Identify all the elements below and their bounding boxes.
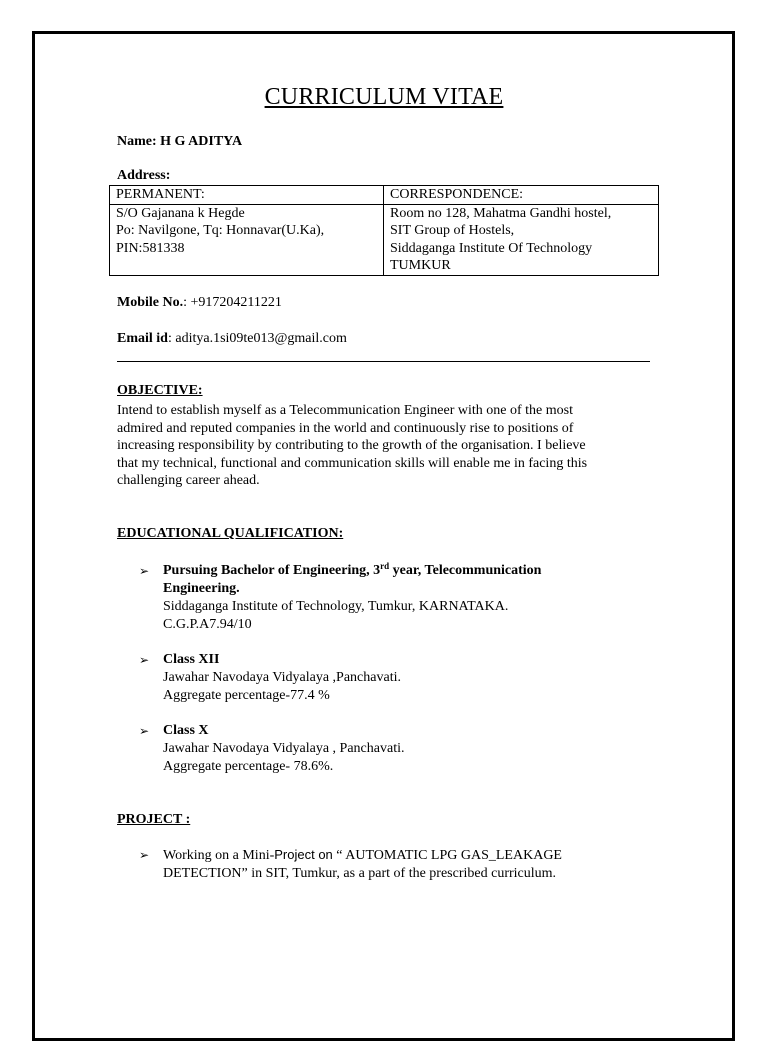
objective-line: Intend to establish myself as a Telecommunication Engineer with one of the most	[117, 403, 573, 418]
bullet-icon: ➢	[139, 653, 150, 667]
address-body-row	[110, 204, 659, 275]
name-value: H G ADITYA	[160, 134, 243, 149]
mobile-line	[117, 294, 282, 312]
education-item-detail: Siddaganga Institute of Technology, Tumkur, KARNATAKA.	[163, 599, 509, 614]
objective-line: that my technical, functional and communication skills will enable me in facing this	[117, 455, 588, 471]
correspondence-line: Room no 128, Mahatma Gandhi hostel,	[390, 205, 612, 221]
objective-paragraph	[117, 402, 653, 490]
bullet-icon: ➢	[139, 848, 150, 862]
correspondence-header: CORRESPONDENCE:	[384, 186, 659, 205]
email-value: : aditya.1si09te013@gmail.com	[167, 331, 347, 346]
mobile-label: Mobile No.	[117, 295, 184, 310]
bullet-icon: ➢	[139, 724, 150, 738]
name-line	[117, 133, 242, 151]
correspondence-address	[384, 204, 659, 275]
objective-line: admired and reputed companies in the world and continuously rise to positions of	[117, 420, 574, 436]
education-item	[163, 722, 404, 776]
correspondence-line: TUMKUR	[390, 258, 451, 273]
permanent-header: PERMANENT:	[110, 186, 384, 205]
email-label: Email id	[117, 331, 168, 346]
permanent-line: S/O Gajanana k Hegde	[116, 205, 245, 221]
correspondence-line: Siddaganga Institute Of Technology	[390, 240, 593, 256]
document-title: CURRICULUM VITAE	[264, 84, 504, 110]
education-item-title: Pursuing Bachelor of Engineering, 3rd year, Telecommunication	[163, 561, 542, 578]
education-item-detail: Jawahar Navodaya Vidyalaya , Panchavati.	[163, 741, 405, 756]
education-item-title: Class XII	[163, 652, 220, 667]
education-item-detail: Aggregate percentage-77.4 %	[163, 688, 330, 703]
correspondence-line: SIT Group of Hostels,	[390, 223, 515, 238]
education-item-detail: Aggregate percentage- 78.6%.	[163, 759, 334, 774]
bullet-icon: ➢	[139, 564, 150, 578]
education-item-detail: Jawahar Navodaya Vidyalaya ,Panchavati.	[163, 670, 401, 685]
objective-line: increasing responsibility by contributing to the growth of the organisation. I believe	[117, 438, 586, 454]
education-item-title: Class X	[163, 723, 209, 738]
education-item	[163, 651, 401, 705]
permanent-line: Po: Navilgone, Tq: Honnavar(U.Ka),	[116, 223, 325, 238]
project-heading: PROJECT :	[117, 812, 191, 827]
education-item-title-line2: Engineering.	[163, 581, 240, 596]
address-header-row	[110, 186, 659, 205]
permanent-address	[110, 204, 384, 275]
address-label: Address:	[117, 168, 171, 183]
permanent-line: PIN:581338	[116, 240, 185, 256]
project-item	[163, 846, 562, 883]
address-table	[109, 185, 659, 276]
education-item	[163, 562, 541, 634]
objective-heading: OBJECTIVE:	[117, 383, 203, 398]
mobile-value: : +917204211221	[183, 295, 282, 310]
divider-line	[117, 361, 650, 362]
project-line: Working on a Mini-Project on “ AUTOMATIC LPG GAS_LEAKAGE	[163, 847, 562, 863]
objective-line: challenging career ahead.	[117, 473, 260, 489]
name-label: Name:	[117, 134, 157, 149]
education-heading: EDUCATIONAL QUALIFICATION:	[117, 526, 344, 541]
project-line: DETECTION” in SIT, Tumkur, as a part of the prescribed curriculum.	[163, 866, 557, 881]
education-item-detail: C.G.P.A7.94/10	[163, 617, 252, 632]
email-line	[117, 330, 347, 348]
